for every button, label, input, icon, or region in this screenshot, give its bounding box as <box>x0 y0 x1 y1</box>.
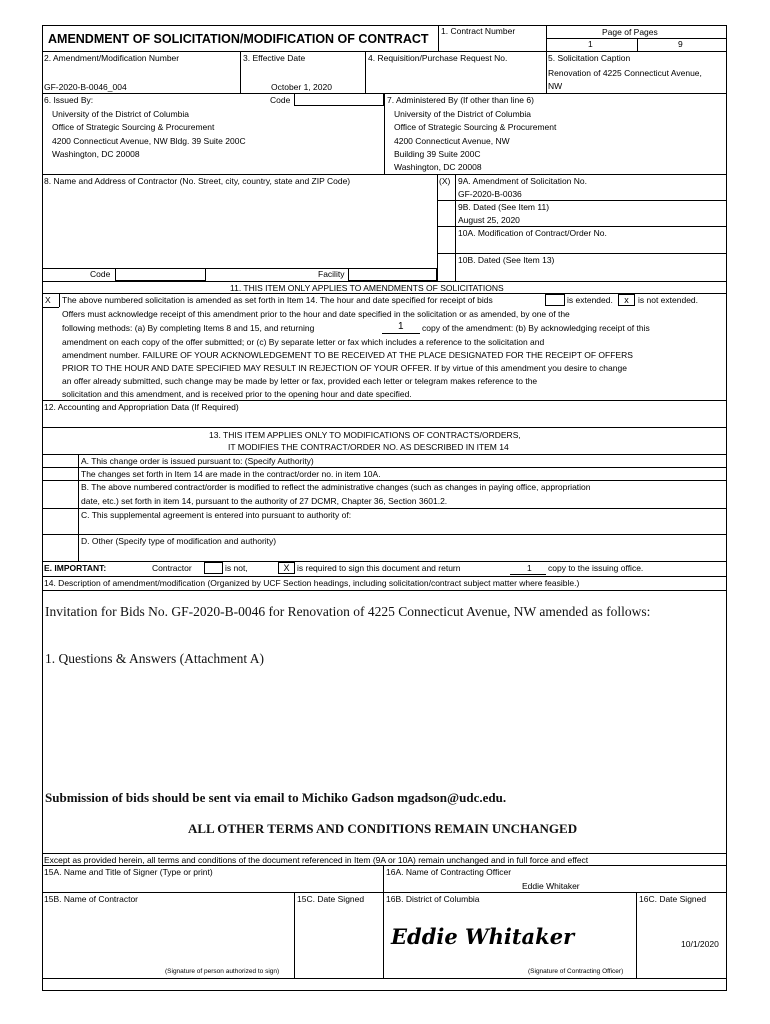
form-title: AMENDMENT OF SOLICITATION/MODIFICATION OF CONTRACT <box>48 32 429 46</box>
requisition-label: 4. Requisition/Purchase Request No. <box>368 53 508 63</box>
description-label: 14. Description of amendment/modification (Organized by UCF Section headings, including solicitation/contract subject matter where feasible.) <box>44 578 580 588</box>
section-11-check: X <box>45 295 51 305</box>
officer-date-label: 16C. Date Signed <box>639 894 707 904</box>
contractor-name-label: 15B. Name of Contractor <box>44 894 139 904</box>
extended-checkbox[interactable] <box>545 294 565 306</box>
except-clause: Except as provided herein, all terms and conditions of the document referenced in Item (9A or 10A) remain unchanged and in full force and effect <box>44 855 589 865</box>
section-13-a: A. This change order is issued pursuant to: (Specify Authority) <box>81 456 314 466</box>
issued-by-line: Office of Strategic Sourcing & Procurement <box>52 122 215 132</box>
administered-by-line: Washington, DC 20008 <box>394 162 482 172</box>
solicitation-caption-label: 5. Solicitation Caption <box>548 53 631 63</box>
is-extended-label: is extended. <box>567 295 613 305</box>
amendment-solicitation-label: 9A. Amendment of Solicitation No. <box>458 176 587 186</box>
section-13-a: The changes set forth in Item 14 are made in the contract/order no. in item 10A. <box>81 469 381 479</box>
facility-label: Facility <box>318 269 345 279</box>
facility-box[interactable] <box>348 268 437 281</box>
dated-10b-label: 10B. Dated (See Item 13) <box>458 255 555 265</box>
amendment-solicitation-value: GF-2020-B-0036 <box>458 189 522 199</box>
section-11-line: Offers must acknowledge receipt of this amendment prior to the hour and date specified in the solicitation or as amended, by one of the <box>62 309 570 319</box>
contract-number-label: 1. Contract Number <box>441 26 516 36</box>
important-contractor: Contractor <box>152 563 192 573</box>
section-11-line: amendment on each copy of the offer submitted; or (c) By separate letter or fax which includes a reference to the solicitation and <box>62 337 545 347</box>
amendment-number-label: 2. Amendment/Modification Number <box>44 53 180 63</box>
submission-note: Submission of bids should be sent via email to Michiko Gadson mgadson@udc.edu. <box>45 790 507 805</box>
issued-by-code-label: Code <box>270 95 291 105</box>
issued-by-line: 4200 Connecticut Avenue, NW Bldg. 39 Suite 200C <box>52 136 246 146</box>
administered-by-line: Building 39 Suite 200C <box>394 149 481 159</box>
issued-by-label: 6. Issued By: <box>44 95 94 105</box>
administered-by-line: 4200 Connecticut Avenue, NW <box>394 136 510 146</box>
solicitation-caption-value-2: NW <box>548 81 563 91</box>
amendment-number-value: GF-2020-B-0046_004 <box>44 82 127 92</box>
issued-by-line: University of the District of Columbia <box>52 109 189 119</box>
section-13-b: B. The above numbered contract/order is modified to reflect the administrative changes (such as changes in paying office, appropriation <box>81 482 591 492</box>
section-11-line: following methods: (a) By completing Items 8 and 15, and returning <box>62 323 315 333</box>
section-11-line: solicitation and this amendment, and is received prior to the opening hour and date specified. <box>62 389 412 399</box>
section-11-line: The above numbered solicitation is amended as set forth in Item 14. The hour and date specified for receipt of bids <box>62 295 493 305</box>
section-13-c: C. This supplemental agreement is entered into pursuant to authority of: <box>81 510 352 520</box>
issued-by-line: Washington, DC 20008 <box>52 149 140 159</box>
administered-by-line: Office of Strategic Sourcing & Procurement <box>394 122 557 132</box>
description-line: Invitation for Bids No. GF-2020-B-0046 for Renovation of 4225 Connecticut Avenue, NW amended as follows: <box>45 604 651 619</box>
section-13-heading: 13. THIS ITEM APPLIES ONLY TO MODIFICATIONS OF CONTRACTS/ORDERS, <box>209 430 521 440</box>
solicitation-caption-value-1: Renovation of 4225 Connecticut Avenue, <box>548 68 702 78</box>
page-of-pages-label: Page of Pages <box>602 27 658 37</box>
not-extended-checkbox[interactable]: x <box>618 294 635 306</box>
accounting-data-label: 12. Accounting and Appropriation Data (If Required) <box>44 402 239 412</box>
effective-date-value: October 1, 2020 <box>271 82 332 92</box>
effective-date-label: 3. Effective Date <box>243 53 306 63</box>
section-13-b: date, etc.) set forth in item 14, pursuant to the authority of 27 DCMR, Chapter 36, Section 3601.2. <box>81 496 448 506</box>
section-11-line: copy of the amendment: (b) By acknowledging receipt of this <box>422 323 650 333</box>
section-11-line: amendment number. FAILURE OF YOUR ACKNOWLEDGEMENT TO BE RECEIVED AT THE PLACE DESIGNATED FOR THE RECEIPT OF OFFERS <box>62 350 633 360</box>
section-13-d: D. Other (Specify type of modification and authority) <box>81 536 277 546</box>
dated-9b-value: August 25, 2020 <box>458 215 520 225</box>
section-11-line: PRIOR TO THE HOUR AND DATE SPECIFIED MAY RESULT IN REJECTION OF YOUR OFFER. If by virtue of this amendment you desire to change <box>62 363 627 373</box>
contractor-signature-caption: (Signature of person authorized to sign) <box>165 968 280 975</box>
section-13-heading: IT MODIFIES THE CONTRACT/ORDER NO. AS DESCRIBED IN ITEM 14 <box>228 442 509 452</box>
modification-contract-label: 10A. Modification of Contract/Order No. <box>458 228 607 238</box>
copy-to-office: copy to the issuing office. <box>548 563 644 573</box>
important-label: E. IMPORTANT: <box>44 563 107 573</box>
section-11-line: an offer already submitted, such change may be made by letter or fax, provided each letter or telegram makes reference to the <box>62 376 538 386</box>
signer-name-label: 15A. Name and Title of Signer (Type or print) <box>44 867 213 877</box>
is-not-checkbox[interactable] <box>204 562 223 574</box>
item-9-mark: (X) <box>439 176 451 186</box>
issued-by-code-box[interactable] <box>294 93 384 106</box>
contractor-code-label: Code <box>90 269 111 279</box>
administered-by-line: University of the District of Columbia <box>394 109 531 119</box>
officer-signature-caption: (Signature of Contracting Officer) <box>528 968 624 975</box>
contractor-date-label: 15C. Date Signed <box>297 894 365 904</box>
contractor-address-label: 8. Name and Address of Contractor (No. Street, city, country, state and ZIP Code) <box>44 176 351 186</box>
administered-by-label: 7. Administered By (If other than line 6) <box>387 95 534 105</box>
return-copies: 1 <box>527 563 532 573</box>
district-label: 16B. District of Columbia <box>386 894 480 904</box>
page-total: 9 <box>678 39 683 49</box>
officer-signature: Eddie Whitaker <box>391 924 575 949</box>
contracting-officer-label: 16A. Name of Contracting Officer <box>386 867 512 877</box>
description-line: 1. Questions & Answers (Attachment A) <box>45 651 264 666</box>
not-extended-label: is not extended. <box>638 295 699 305</box>
dated-9b-label: 9B. Dated (See Item 11) <box>458 202 550 212</box>
terms-unchanged: ALL OTHER TERMS AND CONDITIONS REMAIN UNCHANGED <box>188 821 578 836</box>
is-not-label: is not, <box>225 563 248 573</box>
officer-date-value: 10/1/2020 <box>681 939 719 949</box>
is-required-label: is required to sign this document and return <box>297 563 461 573</box>
is-required-checkbox[interactable]: X <box>278 562 295 574</box>
contracting-officer-name: Eddie Whitaker <box>522 881 580 891</box>
contractor-code-box[interactable] <box>115 268 206 281</box>
copies-count: 1 <box>398 321 404 332</box>
section-11-heading: 11. THIS ITEM ONLY APPLIES TO AMENDMENTS OF SOLICITATIONS <box>230 283 504 293</box>
page-number: 1 <box>588 39 593 49</box>
